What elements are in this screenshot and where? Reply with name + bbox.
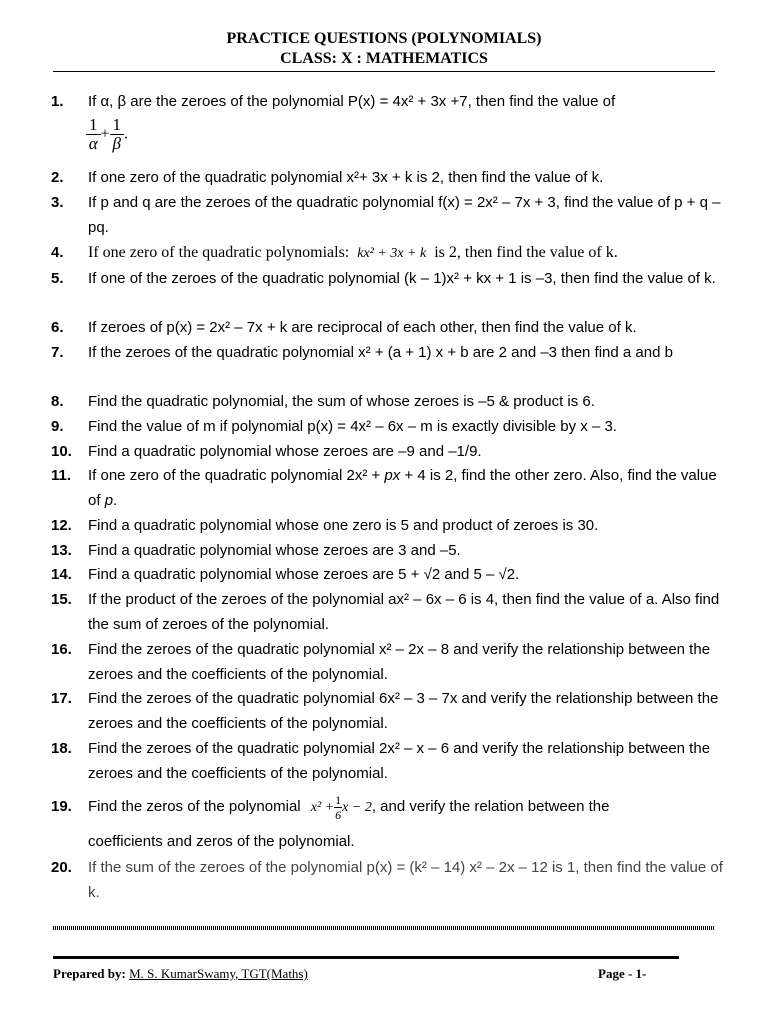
- dotted-divider: [53, 926, 715, 930]
- question-14: [0, 563, 768, 588]
- question-number: 15.: [51, 591, 72, 608]
- question-13: [0, 539, 768, 564]
- question-3: [0, 191, 768, 241]
- question-number: 5.: [51, 270, 64, 287]
- question-18: [0, 737, 768, 787]
- question-16: [0, 638, 768, 688]
- fraction-one-over-alpha: $\frac{1}{\alpha}$: [86, 116, 101, 153]
- question-10: [0, 440, 768, 465]
- question-20: [0, 856, 768, 906]
- question-11: 11. If one zero of the quadratic polynomial 2x² + px + 4 is 2, find the other zero. Also, find the value of p.: [0, 464, 768, 514]
- question-text: Find the value of m if polynomial p(x) = 4x² – 6x – m is exactly divisible by x – 3.: [88, 418, 617, 435]
- prepared-label: Prepared by:: [53, 966, 126, 981]
- question-number: 12.: [51, 517, 72, 534]
- question-number: 20.: [51, 859, 72, 876]
- question-text: Find the zeroes of the quadratic polynomial 6x² – 3 – 7x and verify the relationship between the zeroes and the coefficients of the polynomial.: [88, 690, 719, 732]
- question-number: 14.: [51, 566, 72, 583]
- question-text: Find a quadratic polynomial whose zeroes are –9 and –1/9.: [88, 443, 482, 460]
- question-text: Find a quadratic polynomial whose zeroes are 3 and –5.: [88, 542, 461, 559]
- question-text: If the zeroes of the quadratic polynomial x² + (a + 1) x + b are 2 and –3 then find a and b: [88, 344, 673, 361]
- class-subtitle: CLASS: X : MATHEMATICS: [280, 50, 488, 67]
- question-12: [0, 514, 768, 539]
- question-number: 18.: [51, 740, 72, 757]
- question-number: 10.: [51, 443, 72, 460]
- question-19: [0, 790, 768, 825]
- question-19-line-2: [0, 830, 768, 855]
- question-text-end: coefficients and zeros of the polynomial.: [88, 833, 355, 850]
- question-number: 19.: [51, 798, 72, 815]
- fraction-one-over-beta: $\frac{1}{\beta}$: [110, 116, 125, 153]
- question-15: [0, 588, 768, 638]
- question-text: Find the zeroes of the quadratic polynomial 2x² – x – 6 and verify the relationship between the zeroes and the coefficients of the polynomial.: [88, 740, 711, 782]
- header-divider: [53, 71, 715, 72]
- variable-p: p: [104, 491, 114, 509]
- question-number: 16.: [51, 641, 72, 658]
- question-4: [0, 241, 768, 267]
- question-text: Find the zeroes of the quadratic polynomial x² – 2x – 8 and verify the relationship between the zeroes and the coefficients of the polynomial.: [88, 641, 711, 683]
- variable-px: px: [384, 467, 401, 484]
- question-number: 8.: [51, 393, 64, 410]
- fraction-one-sixth: $\frac{1}{6}$: [335, 792, 342, 822]
- polynomial-part-1: x² +: [310, 800, 335, 815]
- question-number: 9.: [51, 418, 64, 435]
- question-text: If the product of the zeroes of the polynomial ax² – 6x – 6 is 4, then find the value of a. Also find the sum of zeroes of the polynomial.: [88, 591, 720, 633]
- question-1: [0, 90, 768, 115]
- polynomial-part-2: x − 2: [342, 800, 372, 815]
- question-text: Find the zeros of the polynomial: [88, 798, 301, 815]
- question-text: If the sum of the zeroes of the polynomial p(x) = (k² – 14) x² – 2x – 12 is 1, then find the value of k.: [88, 859, 723, 901]
- footer-credit: [53, 966, 308, 982]
- question-text: If p and q are the zeroes of the quadratic polynomial f(x) = 2x² – 7x + 3, find the value of p + q – pq.: [88, 194, 721, 236]
- page-title: PRACTICE QUESTIONS (POLYNOMIALS): [226, 30, 542, 47]
- question-number: 3.: [51, 194, 64, 211]
- question-text: If one zero of the quadratic polynomial x²+ 3x + k is 2, then find the value of k.: [88, 169, 604, 186]
- question-text: Find a quadratic polynomial whose zeroes are 5 + √2 and 5 – √2.: [88, 566, 520, 583]
- question-5: [0, 267, 768, 292]
- question-number: 2.: [51, 169, 64, 186]
- question-number: 4.: [51, 244, 64, 261]
- question-7: [0, 341, 768, 366]
- question-number: 1.: [51, 93, 64, 110]
- question-number: 17.: [51, 690, 72, 707]
- question-17: [0, 687, 768, 737]
- question-number: 7.: [51, 344, 64, 361]
- question-text: If one of the zeroes of the quadratic polynomial (k – 1)x² + kx + 1 is –3, then find the value of k.: [88, 270, 716, 287]
- question-text-cont: , and verify the relation between the: [371, 798, 610, 815]
- question-2: [0, 166, 768, 191]
- question-number: 11.: [51, 467, 72, 484]
- question-6: [0, 316, 768, 341]
- question-number: 6.: [51, 319, 64, 336]
- question-text: Find the quadratic polynomial, the sum of whose zeroes is –5 & product is 6.: [88, 393, 595, 410]
- question-number: 13.: [51, 542, 72, 559]
- question-8: [0, 390, 768, 415]
- question-text: If zeroes of p(x) = 2x² – 7x + k are reciprocal of each other, then find the value of k.: [88, 319, 637, 336]
- question-text-cont: + 4 is 2, find the other zero. Also, find the value of: [88, 467, 717, 509]
- footer-divider: [53, 956, 679, 959]
- question-text: If one zero of the quadratic polynomial 2x² +: [88, 467, 385, 484]
- question-1-formula: $\frac{1}{\alpha}$ + $\frac{1}{\beta}$ .: [86, 116, 128, 153]
- question-text-end: is 2, then find the value of k.: [434, 244, 618, 261]
- page-number: Page - 1-: [598, 966, 647, 981]
- question-text: If one zero of the quadratic polynomials:: [88, 244, 350, 261]
- question-text: Find a quadratic polynomial whose one zero is 5 and product of zeroes is 30.: [88, 517, 599, 534]
- question-9: [0, 415, 768, 440]
- question-text: If α, β are the zeroes of the polynomial P(x) = 4x² + 3x +7, then find the value of: [88, 93, 616, 110]
- author-name: M. S. KumarSwamy, TGT(Maths): [129, 966, 308, 981]
- polynomial-expression: kx² + 3x + k: [357, 246, 427, 261]
